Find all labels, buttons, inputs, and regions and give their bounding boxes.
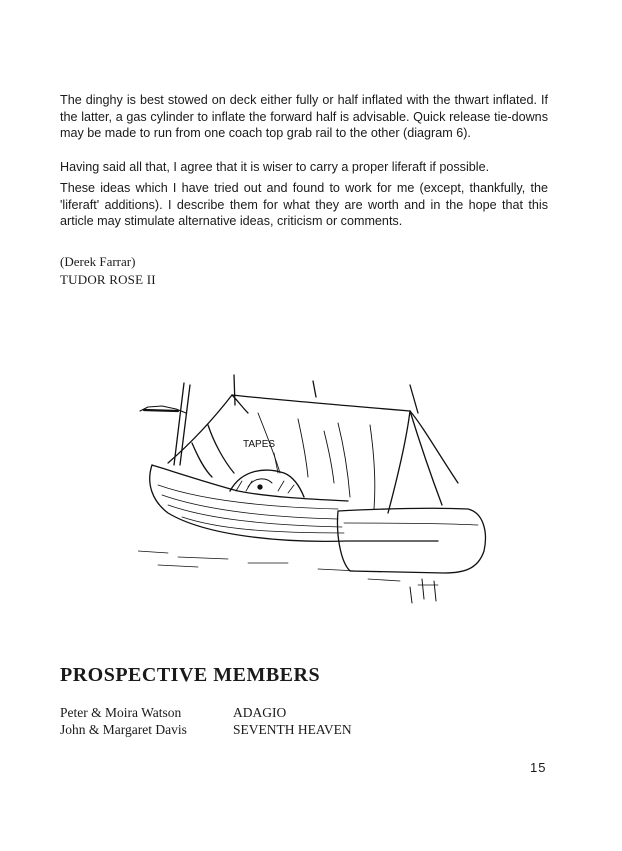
article-paragraph-2: Having said all that, I agree that it is wiser to carry a proper liferaft if possible. <box>60 160 490 174</box>
page-number: 15 <box>530 760 547 775</box>
member-boat: ADAGIO <box>233 705 287 720</box>
illustration-label-tapes: TAPES <box>243 439 276 450</box>
dinghy-liferaft-illustration <box>138 373 490 605</box>
member-boat: SEVENTH HEAVEN <box>233 722 352 737</box>
author-boat-name: TUDOR ROSE II <box>60 272 156 287</box>
member-names: Peter & Moira Watson <box>60 705 182 720</box>
author-signature: (Derek Farrar) <box>60 254 136 269</box>
member-names: John & Margaret Davis <box>60 722 187 737</box>
article-paragraph-3: These ideas which I have tried out and found to work for me (except, thankfully, the 'liferaft' additions). I describe them for what they are worth and in the hope that this article may stimulate alternative ideas, criticism or comments. <box>60 181 548 229</box>
section-heading: PROSPECTIVE MEMBERS <box>60 664 321 686</box>
article-paragraph-1: The dinghy is best stowed on deck either fully or half inflated with the thwart inflated. If the latter, a gas cylinder to inflate the forward half is advisable. Quick release tie-downs may be made to run from one coach top grab rail to the other (diagram 6). <box>60 93 548 141</box>
